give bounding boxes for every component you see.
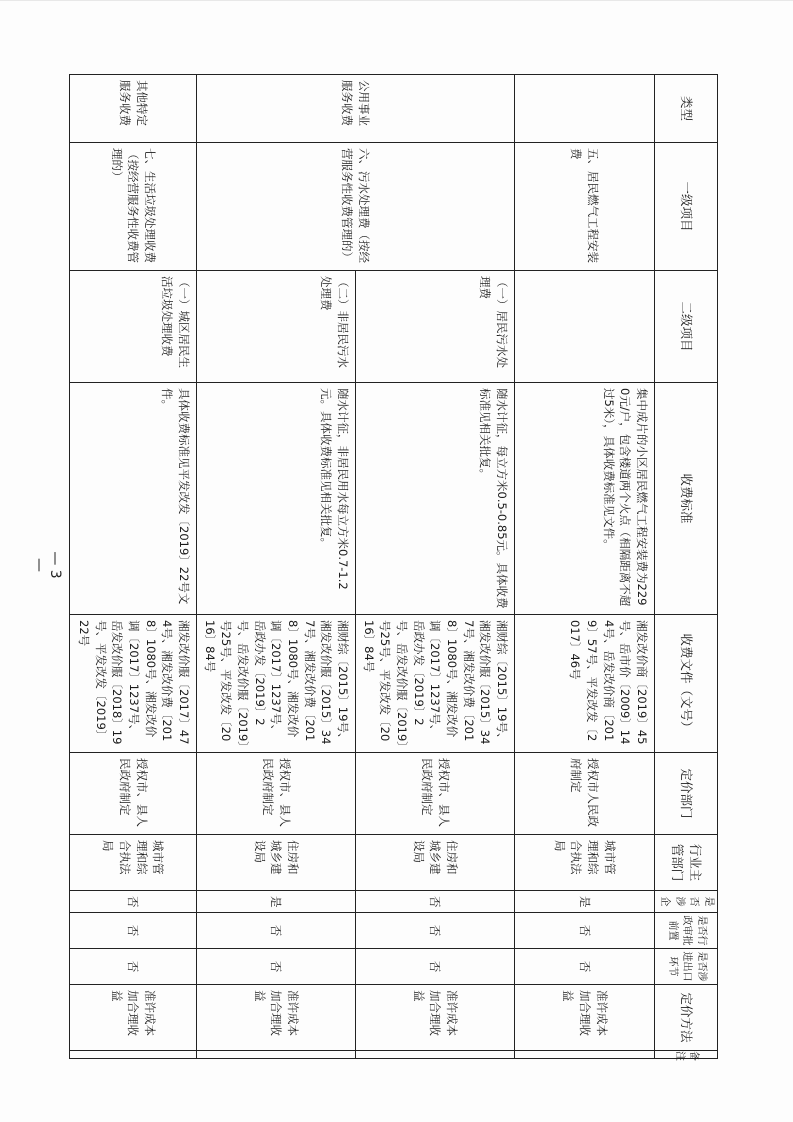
cell-import-export: 否 — [515, 949, 655, 985]
cell-standard: 集中成片的小区居民燃气工程安装费为2290元/户，包含楼道两个火点（相隔距离不超过5米），具体收费标准见文件。 — [515, 383, 655, 615]
cell-admin-approval: 否 — [355, 913, 514, 949]
cell-standard: 随水计征，每立方米0.5-0.85元。具体收费标准见相关批复。 — [355, 383, 514, 615]
rotated-fee-table — [76, 74, 718, 1061]
header-industry-dept: 行业主管部门 — [655, 835, 718, 891]
cell-remarks — [355, 1051, 514, 1059]
header-involves-enterprise: 是否涉企 — [655, 891, 718, 913]
cell-import-export: 否 — [196, 949, 355, 985]
cell-import-export: 否 — [355, 949, 514, 985]
cell-level2: （一）城区居民生活垃圾处理收费 — [69, 271, 196, 383]
page-number: — 3 — — [31, 551, 63, 579]
cell-admin-approval: 否 — [69, 913, 196, 949]
cell-level1: 六、污水处理费（按经营服务性收费管理的） — [196, 143, 514, 271]
cell-remarks — [515, 1051, 655, 1059]
cell-document: 湘发改价服〔2017〕474号、湘发改价费〔2018〕1080号、湘发改价调〔2017〕1237号、岳发改价服〔2018〕19号、平发改发〔2019〕22号 — [69, 615, 196, 753]
cell-pricing-dept: 授权市、县人民政府制定 — [355, 753, 514, 835]
cell-level2: （一）居民污水处理费 — [355, 271, 514, 383]
cell-pricing-dept: 授权市、县人民政府制定 — [196, 753, 355, 835]
cell-pricing-dept: 授权市人民政府制定 — [515, 753, 655, 835]
header-admin-approval: 是否行政审批前置 — [655, 913, 718, 949]
cell-pricing-method: 准许成本加合理收益 — [196, 985, 355, 1051]
cell-involves-enterprise: 是 — [515, 891, 655, 913]
cell-standard: 随水计征，非居民用水每立方米0.7-1.2元。具体收费标准见相关批复。 — [196, 383, 355, 615]
fee-table — [69, 74, 718, 1059]
cell-document: 湘财综〔2015〕19号、湘发改价服〔2015〕347号、湘发改价费〔2018〕1080号、湘发改价调〔2017〕1237号、岳政办发〔2019〕2号、岳发改价服〔2019〕号25号、平发改发〔2016〕84号 — [196, 615, 355, 753]
cell-category: 公用事业服务收费 — [196, 75, 514, 143]
cell-pricing-method: 准许成本加合理收益 — [69, 985, 196, 1051]
header-pricing-method: 定价方法 — [655, 985, 718, 1051]
cell-import-export: 否 — [69, 949, 196, 985]
table-row — [69, 75, 196, 1059]
cell-level2 — [515, 271, 655, 383]
table-row — [515, 75, 655, 1059]
cell-document: 湘财综〔2015〕19号、湘发改价服〔2015〕347号、湘发改价费〔2018〕1080号、湘发改价调〔2017〕1237号、岳政办发〔2019〕2号、岳发改价服〔2019〕号25号、平发改发〔2016〕84号 — [355, 615, 514, 753]
cell-industry-dept: 住房和城乡建设局 — [196, 835, 355, 891]
cell-document: 湘发改价商〔2019〕45号、岳市价〔2009〕144号、岳发改价商〔2019〕57号、平发改发〔2017〕46号 — [515, 615, 655, 753]
header-level1: 一级项目 — [655, 143, 718, 271]
cell-category — [515, 75, 655, 143]
scan-edge — [0, 0, 793, 1]
cell-admin-approval: 否 — [515, 913, 655, 949]
header-row — [655, 75, 718, 1059]
table-row — [355, 75, 514, 1059]
header-document: 收费文件（文号） — [655, 615, 718, 753]
cell-industry-dept: 城市管理和综合执法局 — [515, 835, 655, 891]
cell-level2: （二）非居民污水处理费 — [196, 271, 355, 383]
cell-involves-enterprise: 否 — [69, 891, 196, 913]
cell-level1: 五、居民燃气工程安装费 — [515, 143, 655, 271]
cell-remarks — [196, 1051, 355, 1059]
cell-pricing-method: 准许成本加合理收益 — [515, 985, 655, 1051]
cell-standard: 具体收费标准见平发改发〔2019〕22号文件。 — [69, 383, 196, 615]
header-category: 类型 — [655, 75, 718, 143]
cell-admin-approval: 否 — [196, 913, 355, 949]
cell-level1: 七、生活垃圾处理收费（按经营服务性收费管理的） — [69, 143, 196, 271]
header-remarks: 备注 — [655, 1051, 718, 1059]
cell-industry-dept: 住房和城乡建设局 — [355, 835, 514, 891]
cell-pricing-method: 准许成本加合理收益 — [355, 985, 514, 1051]
header-standard: 收费标准 — [655, 383, 718, 615]
header-pricing-dept: 定价部门 — [655, 753, 718, 835]
header-level2: 二级项目 — [655, 271, 718, 383]
cell-remarks — [69, 1051, 196, 1059]
cell-industry-dept: 城市管理和综合执法局 — [69, 835, 196, 891]
cell-involves-enterprise: 否 — [355, 891, 514, 913]
cell-involves-enterprise: 是 — [196, 891, 355, 913]
header-import-export: 是否涉进出口环节 — [655, 949, 718, 985]
cell-pricing-dept: 授权市、县人民政府制定 — [69, 753, 196, 835]
cell-category: 其他特定服务收费 — [69, 75, 196, 143]
